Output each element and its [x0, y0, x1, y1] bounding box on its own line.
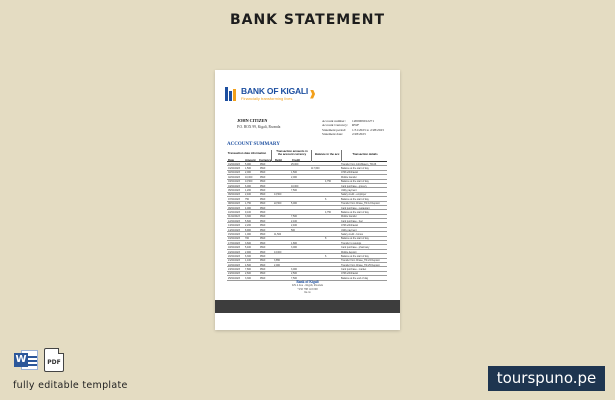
header-amount: Amount — [245, 158, 256, 162]
table-cell: RWF — [260, 206, 266, 210]
header-group-mid: Transaction amounts in the account currency — [276, 149, 308, 156]
table-cell: 2,000 — [291, 175, 297, 179]
bank-tagline: Financially transforming lives — [241, 95, 293, 101]
table-cell: 07/02/2023 — [228, 197, 240, 201]
table-cell: 2,900 — [245, 250, 251, 254]
brand-badge[interactable]: tourspuno.pe — [488, 366, 605, 391]
table-cell: RWF — [260, 189, 266, 193]
table-cell: 12/02/2023 — [228, 219, 240, 223]
table-cell: Balance at the start of day — [341, 210, 369, 214]
table-cell: RWF — [260, 254, 266, 258]
table-cell: 7,800 — [245, 268, 251, 272]
transaction-table — [227, 162, 387, 281]
table-cell: RWF — [260, 162, 266, 166]
format-icons — [14, 348, 64, 372]
table-cell: 3,000 — [291, 246, 297, 250]
table-cell: Balance at the start of day — [341, 197, 369, 201]
table-cell: 06/02/2023 — [228, 193, 240, 197]
table-cell: Balance at the start of day — [341, 180, 369, 184]
table-cell: 22/02/2023 — [228, 263, 240, 267]
table-cell: 2,500 — [291, 272, 297, 276]
table-cell: Transfer from Chase_TR-12 Deposit — [341, 202, 380, 206]
table-cell: 21/02/2023 — [228, 259, 240, 263]
table-cell: Utility payment — [341, 228, 357, 232]
table-header — [227, 150, 387, 162]
header-currency: Currency — [259, 158, 272, 162]
table-cell: 4,750 — [325, 210, 331, 214]
table-cell: 24/02/2023 — [228, 272, 240, 276]
table-cell: 25/02/2023 — [228, 276, 240, 280]
table-cell: 4,000 — [245, 206, 251, 210]
statement-document — [215, 70, 400, 330]
table-cell: 10/02/2023 — [228, 210, 240, 214]
table-cell: 13,000 — [274, 250, 282, 254]
table-cell: Transfer to savings — [341, 241, 362, 245]
table-cell: Card purchase - pharmacy — [341, 246, 370, 250]
table-cell: Salary credit - bonus — [341, 232, 363, 236]
table-cell: Transfer from Chase_TR-24 Deposit — [341, 259, 380, 263]
table-cell: 1,100 — [245, 259, 251, 263]
info-value: 1200009012271 — [352, 119, 375, 123]
table-cell: 08/02/2023 — [228, 202, 240, 206]
editable-note: fully editable template — [13, 380, 128, 391]
table-cell: Mobile transfer — [341, 175, 357, 179]
table-cell: RWF — [260, 237, 266, 241]
table-cell: 22,500 — [274, 202, 282, 206]
table-cell: Mobile deposit — [341, 250, 357, 254]
table-cell: 4,500 — [245, 263, 251, 267]
table-cell: 5,600 — [245, 219, 251, 223]
summary-heading: ACCOUNT SUMMARY — [227, 142, 280, 147]
header-balance: Balance in the acc — [315, 152, 340, 156]
table-cell: 11,500 — [274, 232, 282, 236]
table-cell: Balance at the start of day — [341, 254, 369, 258]
table-cell: 18/02/2023 — [228, 246, 240, 250]
table-cell: 117,600 — [311, 167, 320, 171]
table-cell: RWF — [260, 272, 266, 276]
table-cell: RWF — [260, 175, 266, 179]
table-cell: 750 — [245, 197, 249, 201]
table-cell: RWF — [260, 219, 266, 223]
table-cell: 25,000 — [291, 162, 299, 166]
table-cell: 500 — [291, 228, 295, 232]
table-cell: RWF — [260, 232, 266, 236]
table-cell: ATM withdrawal — [341, 171, 358, 175]
table-cell: 1,500 — [291, 171, 297, 175]
table-cell: 11/02/2023 — [228, 215, 240, 219]
table-cell: RWF — [260, 180, 266, 184]
word-icon: W — [14, 348, 38, 372]
customer-address: P.O. BOX 99, Kigali, Rwanda — [237, 125, 281, 129]
table-cell: Balance at the start of day — [341, 237, 369, 241]
table-cell: Transfer from JohnMason_TR-06 — [341, 162, 377, 166]
table-cell: RWF — [260, 171, 266, 175]
info-row — [322, 132, 388, 136]
bank-logo — [225, 85, 315, 103]
table-cell: RWF — [260, 241, 266, 245]
table-cell: 2,000 — [245, 171, 251, 175]
table-cell: 3,000 — [291, 268, 297, 272]
bank-footer — [215, 280, 400, 295]
table-cell: RWF — [260, 268, 266, 272]
table-cell: 2,200 — [245, 224, 251, 228]
header-debit: Debit — [275, 158, 282, 162]
table-cell: 13,500 — [245, 180, 253, 184]
table-cell: RWF — [260, 167, 266, 171]
table-cell: 1,500 — [245, 167, 251, 171]
info-label: Statement date: — [322, 131, 343, 136]
footer-bank-name: Bank of Kigali — [296, 280, 319, 284]
table-cell: 6 — [325, 254, 327, 258]
table-cell: RWF — [260, 210, 266, 214]
pdf-icon — [44, 348, 64, 372]
table-cell: 02/02/2023 — [228, 171, 240, 175]
table-cell: 16/02/2023 — [228, 237, 240, 241]
table-cell: 05/02/2023 — [228, 189, 240, 193]
table-cell: 1,000 — [245, 232, 251, 236]
table-cell: 8 — [325, 237, 327, 241]
table-cell: 02/02/2023 — [228, 175, 240, 179]
footer-phone: +250 788 143 000 — [297, 287, 318, 291]
table-cell: 15/02/2023 — [228, 232, 240, 236]
table-cell: 3,600 — [245, 241, 251, 245]
header-date: Date — [228, 158, 235, 162]
table-cell: 3,300 — [245, 276, 251, 280]
customer-block — [237, 118, 280, 129]
table-cell: 9,100 — [245, 210, 251, 214]
table-cell: 6,300 — [245, 254, 251, 258]
customer-name: JOHN CITIZEN — [237, 118, 268, 123]
table-cell: 8,900 — [245, 228, 251, 232]
table-cell: 01/02/2023 — [228, 162, 240, 166]
table-cell: 6,000 — [245, 184, 251, 188]
info-label: Statement period: — [322, 127, 347, 132]
table-cell: Salary credit - employer — [341, 193, 367, 197]
table-cell: RWF — [260, 228, 266, 232]
table-cell: 10,000 — [291, 184, 299, 188]
table-cell: RWF — [260, 259, 266, 263]
table-cell: RWF — [260, 184, 266, 188]
table-cell: RWF — [260, 250, 266, 254]
table-cell: 1,800 — [291, 241, 297, 245]
table-cell: ATM withdrawal — [341, 224, 358, 228]
table-cell: 6 — [325, 197, 327, 201]
table-cell: Utility payment — [341, 189, 357, 193]
table-cell: Card purchase - market — [341, 268, 367, 272]
table-cell: 17/02/2023 — [228, 241, 240, 245]
table-cell: Card purchase - restaurant — [341, 206, 370, 210]
info-value: 2/28/2023 — [352, 131, 366, 136]
table-cell: 01/02/2023 — [228, 167, 240, 171]
table-cell: Mobile transfer — [341, 215, 357, 219]
account-info — [322, 119, 388, 136]
footer-bar — [215, 300, 400, 313]
logo-chevron-icon — [310, 90, 315, 99]
table-cell: 3,850 — [274, 259, 280, 263]
table-cell: 5,000 — [245, 162, 251, 166]
table-cell: 20/02/2023 — [228, 254, 240, 258]
table-cell: 09/02/2023 — [228, 206, 240, 210]
table-cell: 10,000 — [245, 175, 253, 179]
table-cell: 13,500 — [274, 193, 282, 197]
table-cell: ATM withdrawal — [341, 272, 358, 276]
table-cell: 04/02/2023 — [228, 184, 240, 188]
header-credit: Credit — [292, 158, 301, 162]
table-cell: 19/02/2023 — [228, 250, 240, 254]
info-value: RWF — [352, 123, 360, 128]
table-cell: 1,750 — [245, 202, 251, 206]
table-cell: RWF — [260, 276, 266, 280]
table-cell: RWF — [260, 246, 266, 250]
table-cell: 2,000 — [274, 263, 280, 267]
bank-logo-mark-icon — [225, 86, 238, 102]
table-cell: 5,400 — [245, 246, 251, 250]
table-cell: 3,300 — [245, 215, 251, 219]
table-cell: RWF — [260, 197, 266, 201]
table-cell: Transfer from Chase_TR-25 Deposit — [341, 263, 380, 267]
table-cell: 7,500 — [291, 215, 297, 219]
footer-web: bk.rw — [304, 291, 311, 295]
table-cell: RWF — [260, 215, 266, 219]
table-cell: Card purchase - fuel — [341, 219, 363, 223]
footer-address: KN 4 Ave - Kigali, Rwanda — [291, 284, 324, 287]
info-label: Account number: — [322, 119, 346, 123]
page-title: BANK STATEMENT — [229, 12, 386, 28]
header-group-left: Transaction date information — [227, 151, 267, 155]
table-cell: RWF — [260, 263, 266, 267]
table-cell: 23/02/2023 — [228, 268, 240, 272]
info-label: Account Currency: — [322, 123, 348, 128]
table-cell: 1,200 — [245, 189, 251, 193]
table-cell: RWF — [260, 202, 266, 206]
table-cell: RWF — [260, 193, 266, 197]
bank-name: BANK OF KIGALI — [241, 86, 309, 97]
info-value: 1/31/2023 to 2/28/2023 — [352, 127, 384, 132]
table-cell: 2,400 — [291, 224, 297, 228]
table-cell: 7,500 — [291, 276, 297, 280]
table-cell: Balance at the end of day — [341, 276, 369, 280]
header-details: Transaction details — [352, 152, 378, 156]
table-cell: 2,400 — [245, 193, 251, 197]
table-cell: 14/02/2023 — [228, 228, 240, 232]
table-cell: 4,750 — [325, 180, 331, 184]
table-cell: RWF — [260, 224, 266, 228]
table-cell: 5,000 — [291, 202, 297, 206]
table-cell: 700 — [245, 237, 249, 241]
table-cell: Card purchase - grocery — [341, 184, 367, 188]
pdf-label: PDF — [47, 359, 61, 366]
table-cell: 2,100 — [291, 219, 297, 223]
table-cell: 2,600 — [245, 272, 251, 276]
table-cell: 13/02/2023 — [228, 224, 240, 228]
table-cell: 7,500 — [291, 189, 297, 193]
table-cell: 03/02/2023 — [228, 180, 240, 184]
table-cell: Balance at the start of day — [341, 167, 369, 171]
